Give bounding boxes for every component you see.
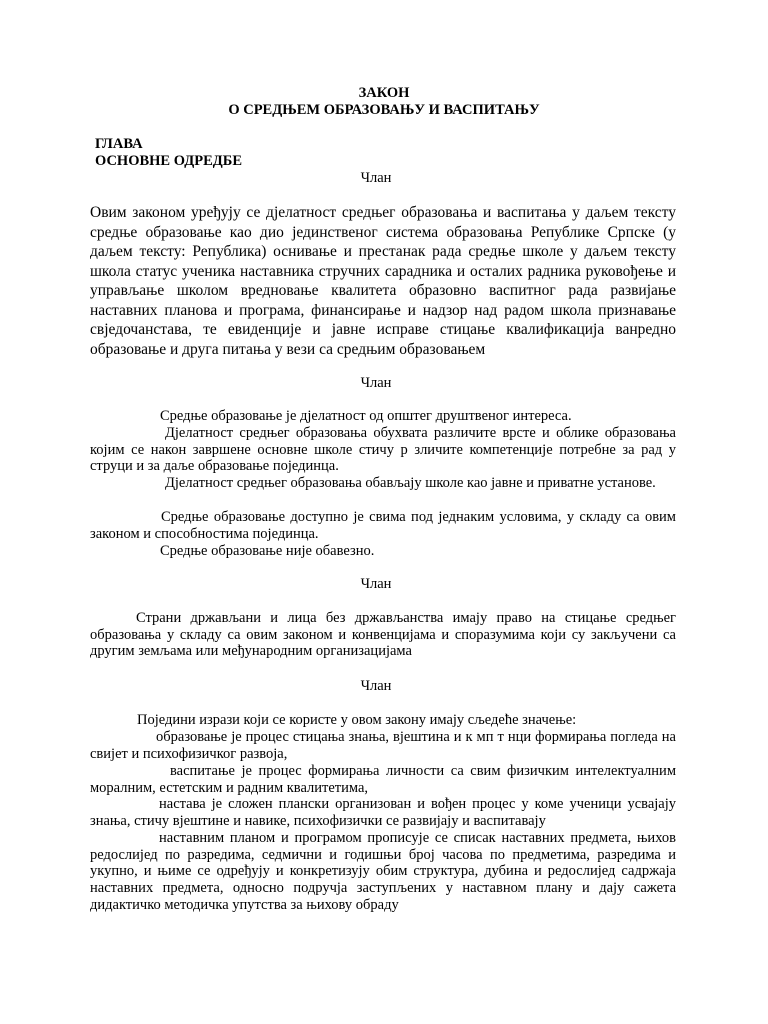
article-4-definition-1: образовање је процес стицања знања, вјештина и к мп т нци формирања погледа на свијет и психофизичког развоја,	[90, 729, 676, 762]
law-subtitle: О СРЕДЊЕМ ОБРАЗОВАЊУ И ВАСПИТАЊУ	[228, 102, 540, 118]
article-4-heading: Члан	[360, 678, 392, 694]
article-2-paragraph-4: Средње образовање доступно је свима под једнаким условима, у складу са овим законом и способностима појединца.	[90, 509, 676, 542]
chapter-label: ГЛАВА	[95, 136, 143, 152]
article-2-paragraph-2: Дјелатност средњег образовања обухвата различите врсте и облике образовања којим се након завршене основне школе стичу р зличите компетенције потребне за рад у струци и за даље образовање појединца.	[90, 425, 676, 475]
article-4-definition-4: наставним планом и програмом прописује се списак наставних предмета, њихов редослијед по разредима, седмични и годишњи број часова по предметима, разредима и укупно, и њиме се одређују и конкретизују обим структура, дубина и редослијед садржаја наставних предмета, односно подручја заступљених у наставном плану и дају сажета дидактичко методичка упутства за њихову обраду	[90, 830, 676, 913]
article-4-definition-2: васпитање је процес формирања личности са свим физичким интелектуалним моралним, естетским и радним квалитетима,	[90, 763, 676, 796]
article-3-text: Страни држављани и лица без држављанства имају право на стицање средњег образовања у складу са овим законом и конвенцијама и споразумима који су закључени са другим земљама или међународним организацијама	[90, 610, 676, 660]
article-4-intro: Поједини изрази који се користе у овом закону имају сљедеће значење:	[137, 712, 577, 728]
article-4-definition-3: настава је сложен плански организован и вођен процес у коме ученици усвајају знања, стичу вјештине и навике, психофизички се развијају и васпитавају	[90, 796, 676, 829]
article-1-text: Овим законом уређују се дјелатност средњег образовања и васпитања у даљем тексту средње образовање као дио јединственог система образовања Републике Српске (у даљем тексту: Република) оснивање и престанак рада средње школе у даљем тексту школа статус ученика наставника стручних сарадника и осталих радника руковођење и управљање школом вредновање квалитета образовно васпитног рада развијање наставних планова и програма, финансирање и надзор над радом школа признавање свједочанстава, те евиденције и јавне исправе стицање квалификација ванредно образовање и друга питања у вези са средњим образовањем	[90, 204, 676, 358]
law-title: ЗАКОН	[358, 85, 410, 101]
article-2-heading: Члан	[360, 375, 392, 391]
article-2-paragraph-1: Средње образовање је дјелатност од општег друштвеног интереса.	[160, 408, 572, 424]
article-2-paragraph-3: Дјелатност средњег образовања обављају школе као јавне и приватне установе.	[165, 475, 656, 491]
article-3-heading: Члан	[360, 576, 392, 592]
article-2-paragraph-5: Средње образовање није обавезно.	[160, 543, 375, 559]
chapter-title: ОСНОВНЕ ОДРЕДБЕ	[95, 153, 243, 169]
article-1-heading: Члан	[360, 170, 392, 186]
